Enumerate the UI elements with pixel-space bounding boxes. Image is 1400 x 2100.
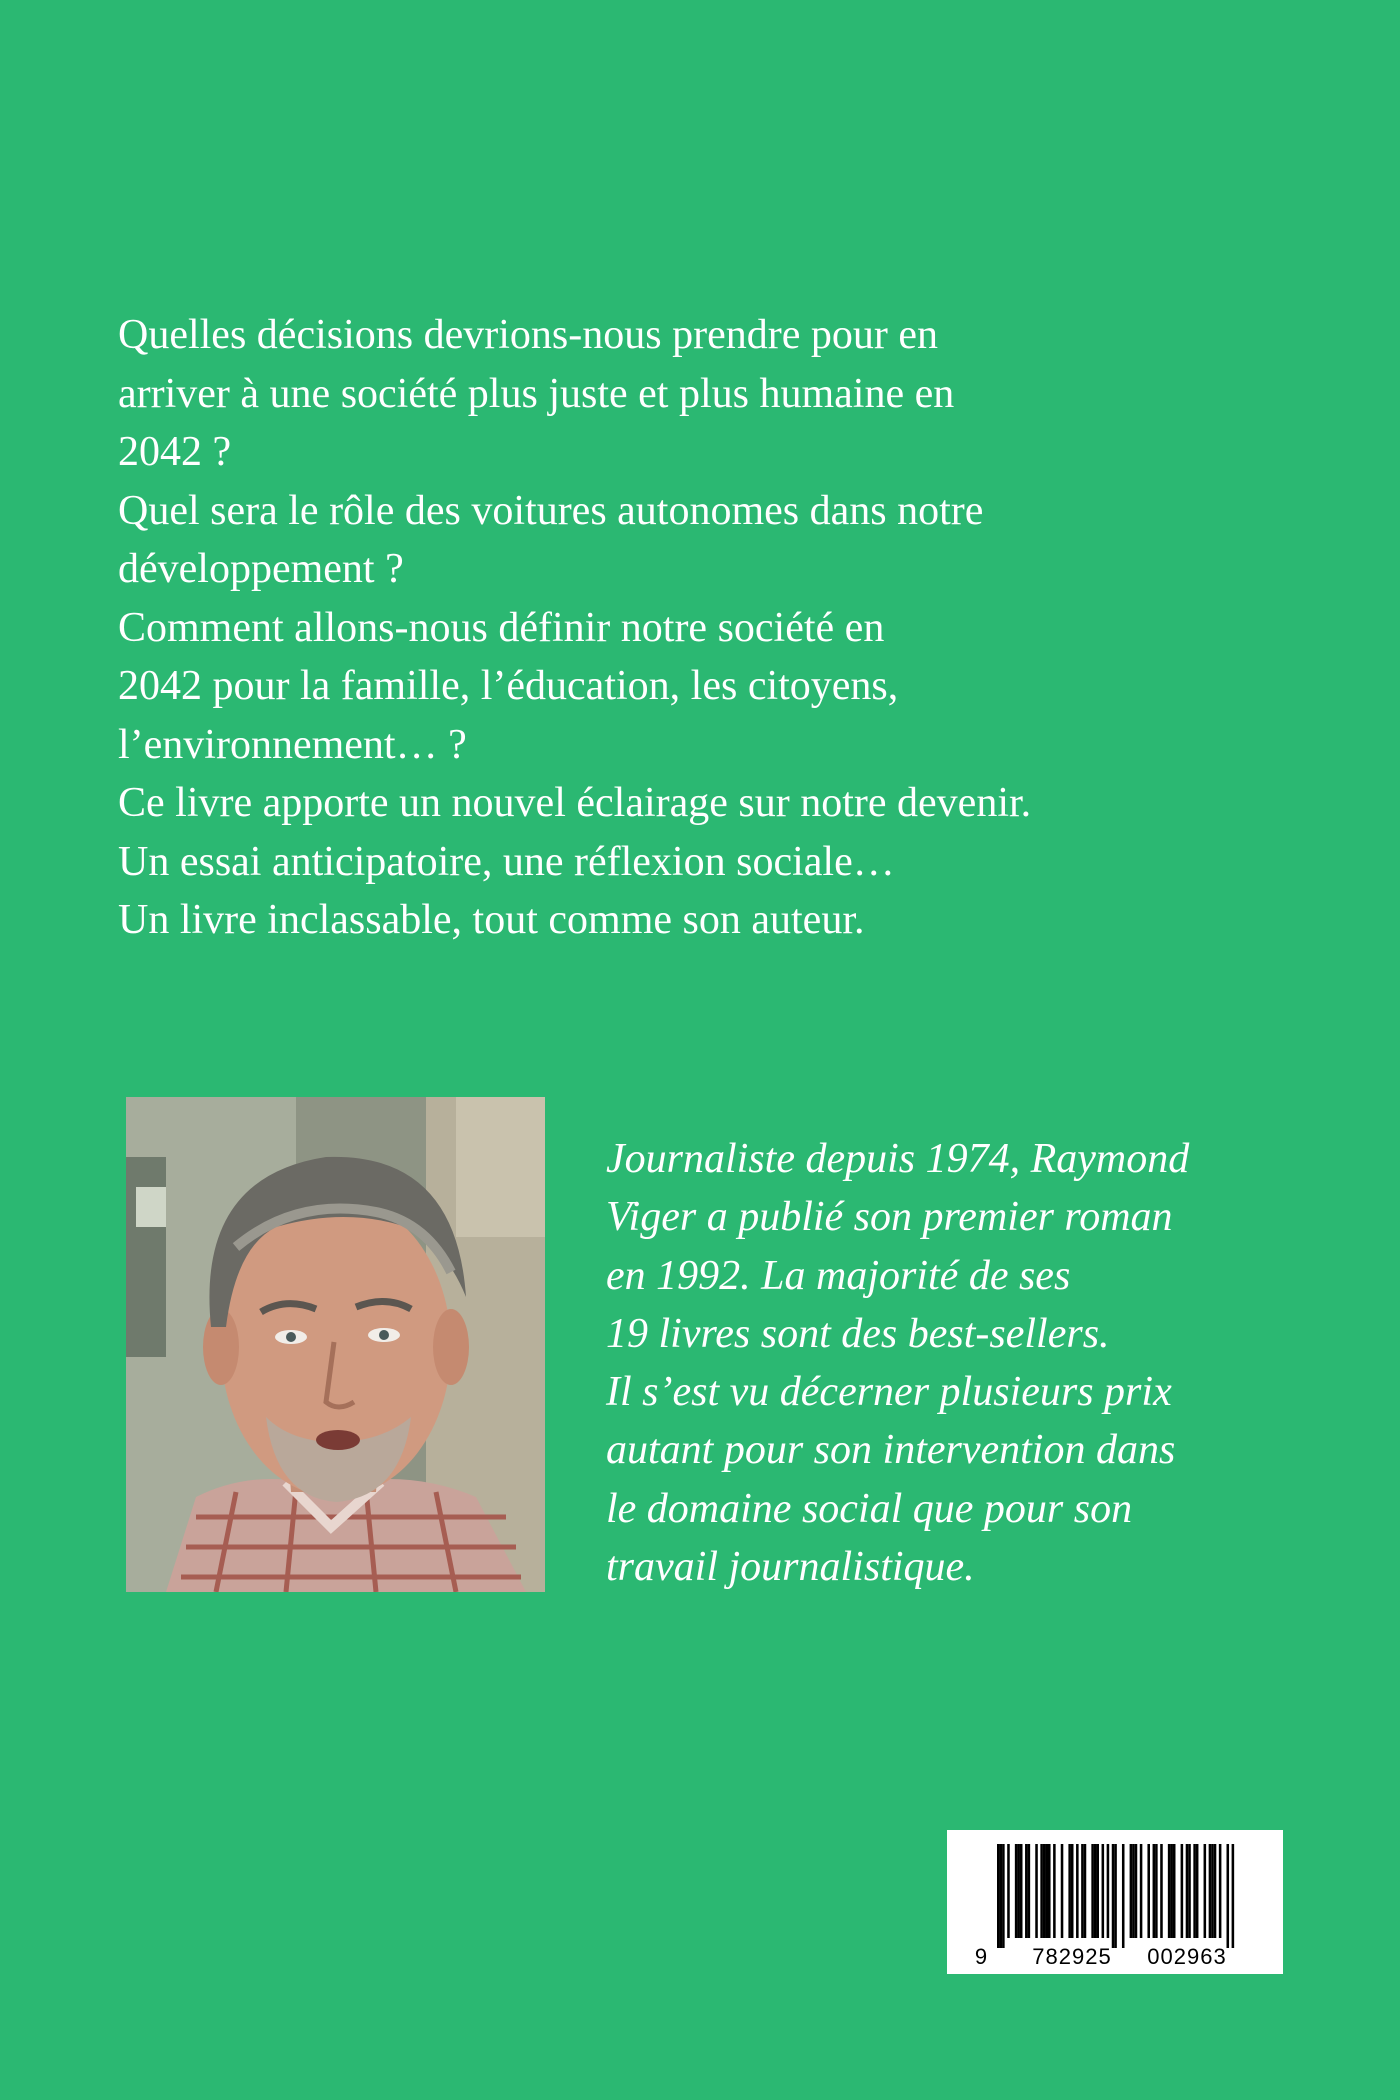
barcode-bar [1186, 1844, 1189, 1938]
barcode-bar [1048, 1844, 1051, 1938]
barcode-bar [1173, 1844, 1176, 1938]
barcode-bar [1020, 1844, 1023, 1938]
barcode-bar [1214, 1844, 1217, 1938]
barcode-bar [1130, 1844, 1133, 1938]
blurb-line: 2042 ? [118, 429, 232, 475]
barcode-bar [1153, 1844, 1156, 1938]
barcode-bar [1219, 1844, 1222, 1938]
blurb-text [118, 306, 1298, 950]
barcode-icon [947, 1830, 1283, 1974]
barcode-bar [1168, 1844, 1171, 1938]
barcode-lead-digit: 9 [974, 1944, 988, 1969]
barcode-bar [1002, 1844, 1005, 1948]
barcode-bar [1068, 1844, 1071, 1938]
barcode-bar [1147, 1844, 1150, 1938]
barcode-bar [1061, 1844, 1064, 1938]
blurb-line: 2042 pour la famille, l’éducation, les citoyens, [118, 663, 899, 709]
barcode-bar [1081, 1844, 1084, 1938]
barcode-right-group: 002963 [1147, 1944, 1227, 1969]
author-bio-line: Il s’est vu décerner plusieurs prix [606, 1369, 1172, 1416]
blurb-line: Un livre inclassable, tout comme son auteur. [118, 897, 865, 943]
barcode-bar [1188, 1844, 1191, 1938]
barcode-bar [1211, 1844, 1214, 1938]
barcode-bar [1007, 1844, 1010, 1938]
barcode-bar [1091, 1844, 1094, 1938]
barcode-bar [1045, 1844, 1048, 1938]
blurb-line: Ce livre apporte un nouvel éclairage sur notre devenir. [118, 780, 1032, 826]
barcode-bar [1227, 1844, 1230, 1948]
barcode-bar [1132, 1844, 1135, 1938]
barcode-bar [1155, 1844, 1158, 1938]
blurb-line: Quel sera le rôle des voitures autonomes dans notre [118, 487, 984, 534]
barcode-bar [1096, 1844, 1099, 1938]
blurb-line: Quelles décisions devrions-nous prendre pour en [118, 312, 938, 358]
barcode-bar [1181, 1844, 1184, 1938]
barcode-bar [1170, 1844, 1173, 1938]
author-photo [126, 1097, 545, 1592]
barcode-bar [1140, 1844, 1143, 1938]
barcode-left-group: 782925 [1032, 1944, 1112, 1969]
barcode-bar [1076, 1844, 1079, 1938]
blurb-line: l’environnement… ? [118, 721, 467, 768]
blurb-line: Un essai anticipatoire, une réflexion sociale… [118, 838, 895, 885]
author-bio-line: 19 livres sont des best-sellers. [606, 1310, 1110, 1357]
barcode-bar [1028, 1844, 1031, 1938]
barcode-bar [1193, 1844, 1196, 1938]
barcode-bar [1204, 1844, 1207, 1938]
author-bio-line: le domaine social que pour son [606, 1485, 1133, 1532]
barcode-bar [1071, 1844, 1074, 1938]
barcode-bar [1017, 1844, 1020, 1938]
author-bio-line: Journaliste depuis 1974, Raymond [606, 1136, 1190, 1182]
author-bio-line: Viger a publié son premier roman [606, 1194, 1173, 1241]
barcode-bar [1084, 1844, 1087, 1938]
barcode-bars [997, 1844, 1234, 1948]
blurb-line: Comment allons-nous définir notre société en [118, 604, 885, 651]
author-bio [606, 1130, 1326, 1596]
barcode-bar [1114, 1844, 1117, 1948]
barcode-bar [1135, 1844, 1138, 1938]
barcode-bar [1035, 1844, 1038, 1938]
barcode-bar [1000, 1844, 1003, 1948]
barcode-bar [1043, 1844, 1046, 1938]
barcode-bar [1015, 1844, 1018, 1938]
barcode-bar [1232, 1844, 1235, 1948]
barcode-bar [1107, 1844, 1110, 1938]
barcode-bar [1209, 1844, 1212, 1938]
barcode-bar [1094, 1844, 1097, 1938]
barcode-bar [1196, 1844, 1199, 1938]
isbn-barcode [947, 1830, 1283, 1974]
barcode-bar [1102, 1844, 1105, 1938]
author-bio-line: travail journalistique. [606, 1544, 975, 1591]
barcode-bar [1160, 1844, 1163, 1938]
barcode-bar [997, 1844, 1000, 1948]
barcode-bar [1112, 1844, 1115, 1948]
blurb-line: développement ? [118, 546, 404, 592]
barcode-bar [1122, 1844, 1125, 1948]
author-bio-line: autant pour son intervention dans [606, 1427, 1176, 1474]
blurb-line: arriver à une société plus juste et plus humaine en [118, 370, 955, 417]
author-portrait-icon [126, 1097, 545, 1592]
barcode-bar [1053, 1844, 1056, 1938]
barcode-bar [1040, 1844, 1043, 1938]
barcode-bar [1025, 1844, 1028, 1938]
author-bio-line: en 1992. La majorité de ses [606, 1252, 1071, 1299]
